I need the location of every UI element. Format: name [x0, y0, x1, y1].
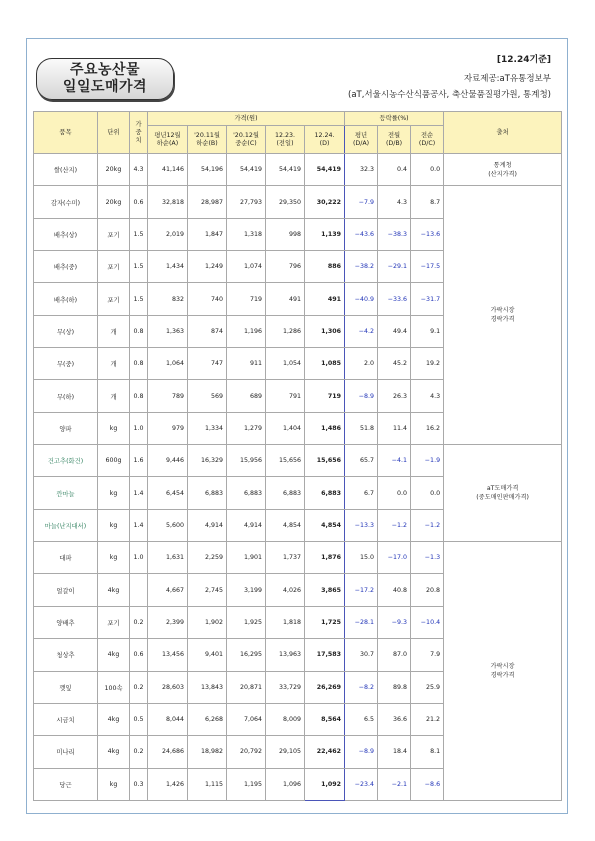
cell-da: 30.7 — [345, 639, 378, 671]
cell-d: 886 — [305, 251, 345, 283]
cell-db: 45.2 — [378, 348, 411, 380]
item-name: 배추(중) — [34, 251, 98, 283]
cell-a: 2,399 — [148, 606, 188, 638]
cell-unit: 포기 — [98, 218, 130, 250]
cell-unit: 20kg — [98, 186, 130, 218]
cell-b: 16,329 — [188, 445, 227, 477]
date-label: [12.24기준] — [496, 55, 551, 65]
cell-weight: 1.5 — [130, 218, 148, 250]
cell-d: 1,306 — [305, 315, 345, 347]
cell-a: 832 — [148, 283, 188, 315]
cell-c: 1,279 — [227, 412, 266, 444]
cell-dc: 0.0 — [411, 154, 444, 186]
cell-a: 1,064 — [148, 348, 188, 380]
cell-db: 4.3 — [378, 186, 411, 218]
cell-c: 15,956 — [227, 445, 266, 477]
cell-a: 789 — [148, 380, 188, 412]
item-name: 마늘(난지대서) — [34, 509, 98, 541]
cell-b: 874 — [188, 315, 227, 347]
header-price-a: 평년12월 하순(A) — [148, 126, 188, 154]
cell-c: 20,792 — [227, 736, 266, 768]
cell-d: 15,656 — [305, 445, 345, 477]
cell-d: 1,139 — [305, 218, 345, 250]
cell-prev: 4,026 — [266, 574, 305, 606]
cell-dc: 7.9 — [411, 639, 444, 671]
table-row — [34, 445, 562, 477]
cell-unit: kg — [98, 542, 130, 574]
cell-d: 1,486 — [305, 412, 345, 444]
header-unit: 단위 — [98, 112, 130, 154]
cell-weight: 0.8 — [130, 348, 148, 380]
cell-db: 18.4 — [378, 736, 411, 768]
cell-db: 26.3 — [378, 380, 411, 412]
cell-weight — [130, 574, 148, 606]
cell-weight: 1.4 — [130, 477, 148, 509]
cell-da: 51.8 — [345, 412, 378, 444]
cell-da: −13.3 — [345, 509, 378, 541]
header-item: 품목 — [34, 112, 98, 154]
cell-dc: 8.1 — [411, 736, 444, 768]
source-note: aT도매가격 (중도매인판매가격) — [444, 445, 562, 542]
cell-dc: −1.3 — [411, 542, 444, 574]
cell-weight: 0.2 — [130, 606, 148, 638]
cell-d: 719 — [305, 380, 345, 412]
header-price-prev: 12.23. (전일) — [266, 126, 305, 154]
cell-db: 87.0 — [378, 639, 411, 671]
cell-a: 1,434 — [148, 251, 188, 283]
item-name: 감자(수미) — [34, 186, 98, 218]
cell-b: 740 — [188, 283, 227, 315]
cell-weight: 1.6 — [130, 445, 148, 477]
cell-d: 4,854 — [305, 509, 345, 541]
data-provider: 자료제공:aT유통정보부 — [463, 74, 551, 84]
cell-unit: 4kg — [98, 703, 130, 735]
cell-d: 491 — [305, 283, 345, 315]
cell-dc: 21.2 — [411, 703, 444, 735]
cell-dc: −10.4 — [411, 606, 444, 638]
cell-unit: 포기 — [98, 283, 130, 315]
cell-prev: 4,854 — [266, 509, 305, 541]
cell-prev: 1,818 — [266, 606, 305, 638]
cell-prev: 15,656 — [266, 445, 305, 477]
cell-da: −17.2 — [345, 574, 378, 606]
cell-weight: 1.5 — [130, 251, 148, 283]
cell-a: 1,363 — [148, 315, 188, 347]
cell-a: 979 — [148, 412, 188, 444]
cell-b: 1,115 — [188, 768, 227, 800]
cell-prev: 1,096 — [266, 768, 305, 800]
cell-weight: 4.3 — [130, 154, 148, 186]
cell-b: 1,847 — [188, 218, 227, 250]
item-name: 대파 — [34, 542, 98, 574]
cell-db: 89.8 — [378, 671, 411, 703]
cell-db: 0.4 — [378, 154, 411, 186]
cell-unit: kg — [98, 477, 130, 509]
cell-d: 26,269 — [305, 671, 345, 703]
header-change-db: 전월 (D/B) — [378, 126, 411, 154]
cell-weight: 1.0 — [130, 412, 148, 444]
item-name: 양파 — [34, 412, 98, 444]
cell-b: 747 — [188, 348, 227, 380]
item-name: 쌀(산지) — [34, 154, 98, 186]
cell-dc: −17.5 — [411, 251, 444, 283]
cell-weight: 1.0 — [130, 542, 148, 574]
title-line-2: 일일도매가격 — [62, 79, 148, 95]
item-name: 청상추 — [34, 639, 98, 671]
cell-da: 65.7 — [345, 445, 378, 477]
item-name: 양배추 — [34, 606, 98, 638]
cell-c: 20,871 — [227, 671, 266, 703]
cell-da: 2.0 — [345, 348, 378, 380]
cell-d: 6,883 — [305, 477, 345, 509]
cell-a: 1,631 — [148, 542, 188, 574]
cell-weight: 1.4 — [130, 509, 148, 541]
cell-da: −28.1 — [345, 606, 378, 638]
table-row — [34, 542, 562, 574]
cell-da: −4.2 — [345, 315, 378, 347]
item-name: 당근 — [34, 768, 98, 800]
cell-d: 54,419 — [305, 154, 345, 186]
cell-prev: 796 — [266, 251, 305, 283]
cell-a: 32,818 — [148, 186, 188, 218]
cell-prev: 33,729 — [266, 671, 305, 703]
cell-weight: 0.6 — [130, 639, 148, 671]
cell-b: 54,196 — [188, 154, 227, 186]
cell-a: 41,146 — [148, 154, 188, 186]
cell-dc: 0.0 — [411, 477, 444, 509]
header-change-dc: 전순 (D/C) — [411, 126, 444, 154]
item-name: 얼갈이 — [34, 574, 98, 606]
cell-dc: −1.2 — [411, 509, 444, 541]
cell-weight: 0.2 — [130, 671, 148, 703]
cell-da: −38.2 — [345, 251, 378, 283]
cell-db: 11.4 — [378, 412, 411, 444]
cell-prev: 1,737 — [266, 542, 305, 574]
cell-d: 3,865 — [305, 574, 345, 606]
cell-d: 17,583 — [305, 639, 345, 671]
cell-da: −8.9 — [345, 380, 378, 412]
cell-b: 13,843 — [188, 671, 227, 703]
cell-db: −38.3 — [378, 218, 411, 250]
cell-d: 1,725 — [305, 606, 345, 638]
cell-weight: 1.5 — [130, 283, 148, 315]
cell-c: 911 — [227, 348, 266, 380]
cell-dc: 19.2 — [411, 348, 444, 380]
data-sources: (aT,서울시농수산식품공사, 축산물품질평가원, 통계청) — [348, 90, 551, 100]
cell-dc: 16.2 — [411, 412, 444, 444]
cell-db: 40.8 — [378, 574, 411, 606]
cell-d: 1,876 — [305, 542, 345, 574]
header-price-b: '20.11월 하순(B) — [188, 126, 227, 154]
cell-db: 36.6 — [378, 703, 411, 735]
cell-weight: 0.8 — [130, 315, 148, 347]
cell-da: −43.6 — [345, 218, 378, 250]
cell-b: 6,883 — [188, 477, 227, 509]
cell-b: 4,914 — [188, 509, 227, 541]
item-name: 배추(상) — [34, 218, 98, 250]
cell-c: 7,064 — [227, 703, 266, 735]
cell-prev: 791 — [266, 380, 305, 412]
cell-da: −8.2 — [345, 671, 378, 703]
cell-db: −2.1 — [378, 768, 411, 800]
cell-weight: 0.2 — [130, 736, 148, 768]
cell-c: 1,901 — [227, 542, 266, 574]
cell-prev: 6,883 — [266, 477, 305, 509]
cell-weight: 0.5 — [130, 703, 148, 735]
header-change-group: 등락률(%) — [345, 112, 444, 126]
cell-a: 9,446 — [148, 445, 188, 477]
cell-db: −33.6 — [378, 283, 411, 315]
cell-a: 5,600 — [148, 509, 188, 541]
title-line-1: 주요농산물 — [69, 62, 141, 78]
cell-c: 1,318 — [227, 218, 266, 250]
cell-a: 6,454 — [148, 477, 188, 509]
cell-a: 4,667 — [148, 574, 188, 606]
cell-dc: 4.3 — [411, 380, 444, 412]
item-name: 무(하) — [34, 380, 98, 412]
cell-b: 9,401 — [188, 639, 227, 671]
cell-da: −8.9 — [345, 736, 378, 768]
cell-prev: 491 — [266, 283, 305, 315]
cell-weight: 0.3 — [130, 768, 148, 800]
cell-c: 4,914 — [227, 509, 266, 541]
item-name: 무(중) — [34, 348, 98, 380]
cell-d: 1,092 — [305, 768, 345, 800]
cell-dc: −31.7 — [411, 283, 444, 315]
cell-c: 16,295 — [227, 639, 266, 671]
cell-dc: −8.6 — [411, 768, 444, 800]
cell-weight: 0.8 — [130, 380, 148, 412]
table-row — [34, 154, 562, 186]
cell-a: 13,456 — [148, 639, 188, 671]
cell-db: 49.4 — [378, 315, 411, 347]
table-body — [34, 154, 562, 801]
cell-unit: 100속 — [98, 671, 130, 703]
cell-b: 28,987 — [188, 186, 227, 218]
cell-c: 1,196 — [227, 315, 266, 347]
item-name: 건고추(화건) — [34, 445, 98, 477]
cell-b: 2,745 — [188, 574, 227, 606]
cell-unit: 20kg — [98, 154, 130, 186]
cell-da: 15.0 — [345, 542, 378, 574]
item-name: 깻잎 — [34, 671, 98, 703]
cell-unit: 개 — [98, 315, 130, 347]
cell-d: 22,462 — [305, 736, 345, 768]
cell-unit: 개 — [98, 380, 130, 412]
header-weight: 가 중 치 — [130, 112, 148, 154]
cell-b: 2,259 — [188, 542, 227, 574]
cell-b: 569 — [188, 380, 227, 412]
cell-unit: 600g — [98, 445, 130, 477]
cell-unit: kg — [98, 412, 130, 444]
cell-db: −1.2 — [378, 509, 411, 541]
cell-da: 32.3 — [345, 154, 378, 186]
table-row — [34, 186, 562, 218]
cell-da: 6.5 — [345, 703, 378, 735]
cell-dc: 20.8 — [411, 574, 444, 606]
header-source: 출처 — [444, 112, 562, 154]
item-name: 시금치 — [34, 703, 98, 735]
price-table — [33, 111, 562, 801]
header-price-group: 가격(원) — [148, 112, 345, 126]
cell-a: 2,019 — [148, 218, 188, 250]
cell-prev: 1,054 — [266, 348, 305, 380]
header-price-d: 12.24. (D) — [305, 126, 345, 154]
cell-unit: 4kg — [98, 574, 130, 606]
item-name: 배추(하) — [34, 283, 98, 315]
header-change-da: 평년 (D/A) — [345, 126, 378, 154]
cell-b: 18,982 — [188, 736, 227, 768]
cell-db: 0.0 — [378, 477, 411, 509]
cell-da: 6.7 — [345, 477, 378, 509]
cell-db: −29.1 — [378, 251, 411, 283]
cell-prev: 13,963 — [266, 639, 305, 671]
cell-prev: 29,105 — [266, 736, 305, 768]
cell-c: 54,419 — [227, 154, 266, 186]
cell-c: 719 — [227, 283, 266, 315]
cell-c: 3,199 — [227, 574, 266, 606]
cell-unit: kg — [98, 768, 130, 800]
cell-da: −7.9 — [345, 186, 378, 218]
cell-unit: 포기 — [98, 251, 130, 283]
cell-unit: 4kg — [98, 639, 130, 671]
cell-unit: kg — [98, 509, 130, 541]
cell-a: 24,686 — [148, 736, 188, 768]
cell-c: 1,195 — [227, 768, 266, 800]
cell-dc: 9.1 — [411, 315, 444, 347]
cell-weight: 0.6 — [130, 186, 148, 218]
cell-prev: 998 — [266, 218, 305, 250]
cell-db: −9.3 — [378, 606, 411, 638]
cell-unit: 개 — [98, 348, 130, 380]
cell-d: 30,222 — [305, 186, 345, 218]
cell-unit: 포기 — [98, 606, 130, 638]
cell-prev: 1,404 — [266, 412, 305, 444]
cell-c: 689 — [227, 380, 266, 412]
header-price-c: '20.12월 중순(C) — [227, 126, 266, 154]
cell-b: 1,902 — [188, 606, 227, 638]
cell-dc: 25.9 — [411, 671, 444, 703]
cell-dc: −1.9 — [411, 445, 444, 477]
cell-prev: 8,009 — [266, 703, 305, 735]
cell-a: 8,044 — [148, 703, 188, 735]
source-note: 가락시장 경락가격 — [444, 542, 562, 801]
cell-prev: 54,419 — [266, 154, 305, 186]
cell-da: −40.9 — [345, 283, 378, 315]
cell-c: 1,074 — [227, 251, 266, 283]
cell-unit: 4kg — [98, 736, 130, 768]
cell-a: 28,603 — [148, 671, 188, 703]
cell-db: −17.0 — [378, 542, 411, 574]
cell-b: 1,249 — [188, 251, 227, 283]
item-name: 무(상) — [34, 315, 98, 347]
title-badge — [36, 58, 174, 100]
cell-b: 6,268 — [188, 703, 227, 735]
cell-prev: 29,350 — [266, 186, 305, 218]
cell-d: 1,085 — [305, 348, 345, 380]
cell-da: −23.4 — [345, 768, 378, 800]
cell-dc: −13.6 — [411, 218, 444, 250]
source-note: 통계청 (산지가격) — [444, 154, 562, 186]
cell-b: 1,334 — [188, 412, 227, 444]
source-note: 가락시장 경락가격 — [444, 186, 562, 445]
cell-c: 6,883 — [227, 477, 266, 509]
cell-db: −4.1 — [378, 445, 411, 477]
cell-c: 1,925 — [227, 606, 266, 638]
cell-prev: 1,286 — [266, 315, 305, 347]
cell-d: 8,564 — [305, 703, 345, 735]
cell-dc: 8.7 — [411, 186, 444, 218]
cell-a: 1,426 — [148, 768, 188, 800]
cell-c: 27,793 — [227, 186, 266, 218]
item-name: 미나리 — [34, 736, 98, 768]
item-name: 깐마늘 — [34, 477, 98, 509]
